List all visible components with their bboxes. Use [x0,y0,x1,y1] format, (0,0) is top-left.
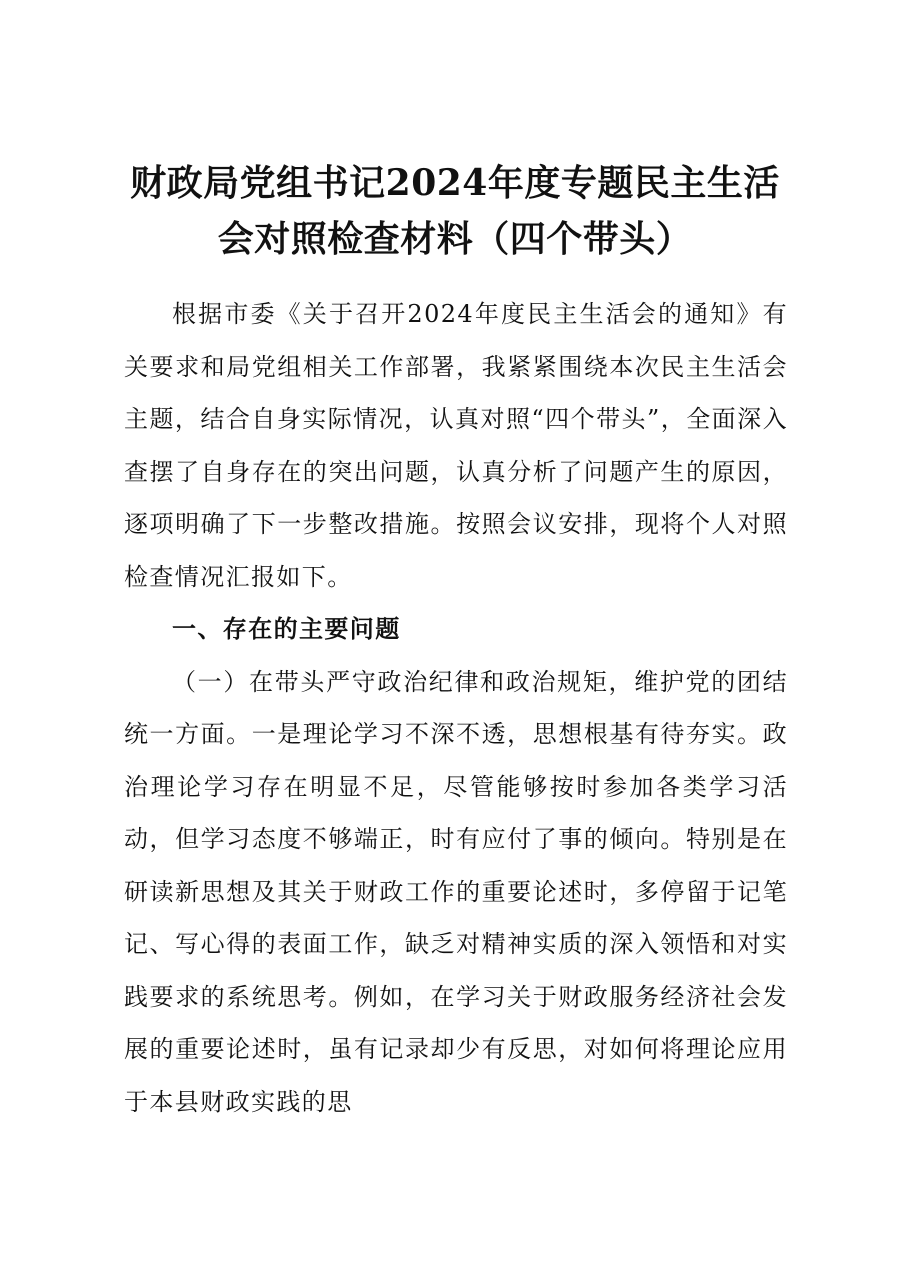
document-title: 财政局党组书记2024年度专题民主生活会对照检查材料（四个带头） [130,162,780,260]
section-paragraph-political-discipline: （一）在带头严守政治纪律和政治规矩，维护党的团结统一方面。一是理论学习不深不透，思想根基有待夯实。政治理论学习存在明显不足，尽管能够按时参加各类学习活动，但学习态度不够端正，时有应付了事的倾向。特别是在研读新思想及其关于财政工作的重要论述时，多停留于记笔记、写心得的表面工作，缺乏对精神实质的深入领悟和对实践要求的系统思考。例如，在学习关于财政服务经济社会发展的重要论述时，虽有记录却少有反思，对如何将理论应用于本县财政实践的思 [124,667,788,1116]
intro-paragraph: 根据市委《关于召开2024年度民主生活会的通知》有关要求和局党组相关工作部署，我紧紧围绕本次民主生活会主题，结合自身实际情况，认真对照“四个带头”，全面深入查摆了自身存在的突出问题，认真分析了问题产生的原因，逐项明确了下一步整改措施。按照会议安排，现将个人对照检查情况汇报如下。 [124,300,788,591]
section-heading-problems: 一、存在的主要问题 [172,615,401,643]
document-body [124,288,788,1128]
